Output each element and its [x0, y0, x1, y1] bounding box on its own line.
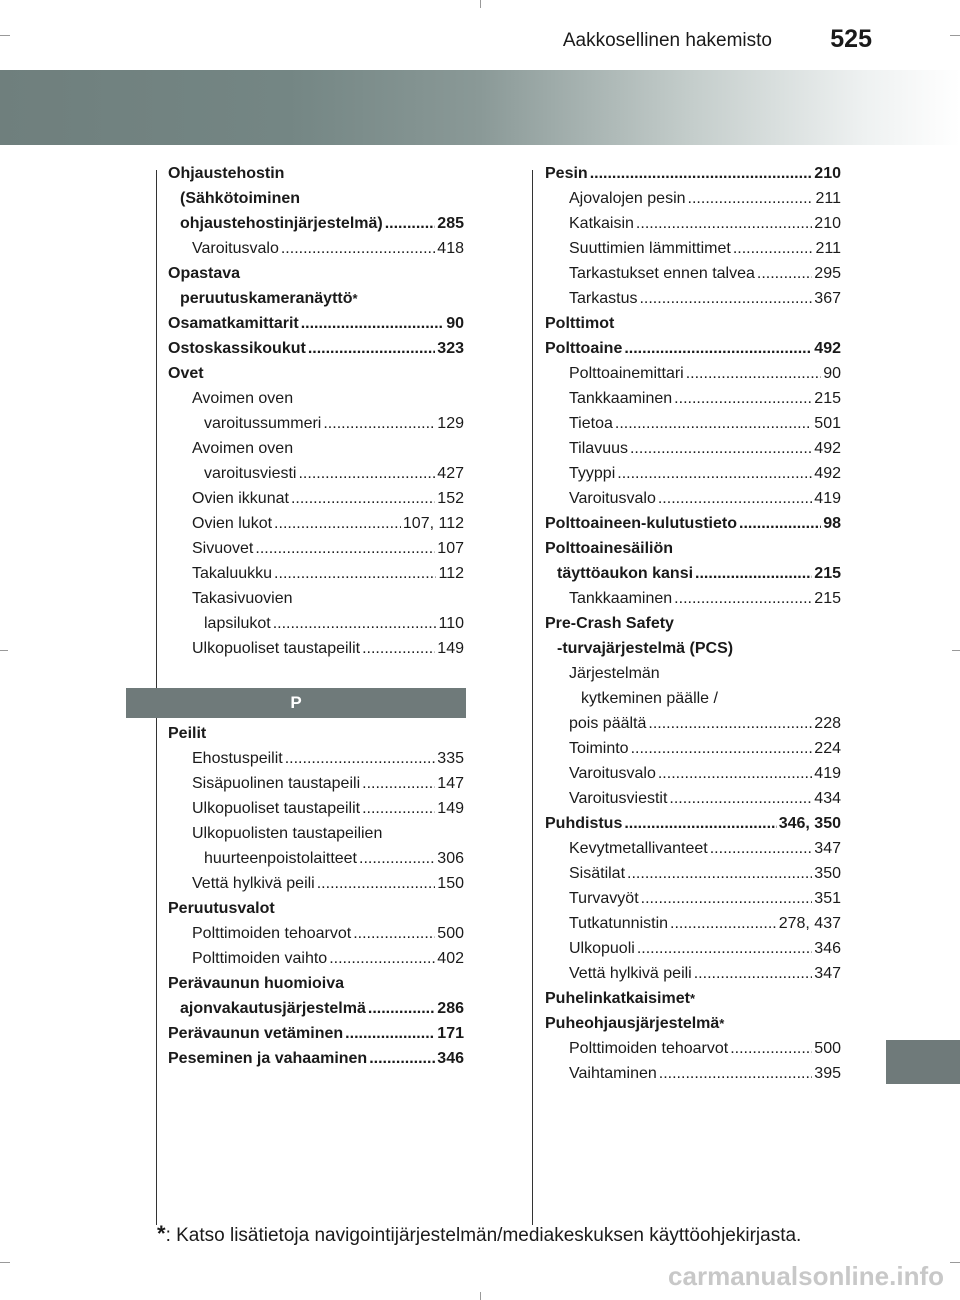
dot-leader — [670, 911, 777, 936]
dot-leader — [285, 746, 436, 771]
entry-term: Peruutusvalot — [168, 900, 275, 917]
entry-page-ref[interactable]: 149 — [437, 640, 464, 657]
index-entry — [545, 361, 841, 386]
entry-term: Tietoa — [569, 415, 613, 432]
index-entry — [545, 211, 841, 236]
entry-term: ajonvakautusjärjestelmä — [180, 1000, 366, 1017]
entry-page-ref[interactable]: 351 — [814, 890, 841, 907]
index-entry — [545, 536, 841, 561]
index-entry — [545, 1061, 841, 1086]
index-entry — [168, 611, 464, 636]
entry-term: Polttoainesäiliön — [545, 540, 674, 557]
index-entry — [168, 361, 464, 386]
crop-mark — [0, 1262, 10, 1263]
entry-page-ref[interactable]: 215 — [814, 565, 841, 582]
entry-term: Peilit — [168, 725, 207, 742]
index-entry — [545, 236, 841, 261]
right-entries — [545, 161, 841, 1086]
index-entry — [168, 511, 464, 536]
entry-term: Polttoaineen-kulutustieto — [545, 515, 737, 532]
index-entry — [168, 821, 464, 846]
entry-term: Polttimoiden tehoarvot — [192, 925, 352, 942]
dot-leader — [658, 761, 812, 786]
index-entry — [545, 1036, 841, 1061]
dot-leader — [369, 1046, 435, 1071]
entry-page-ref[interactable]: 346 — [814, 940, 841, 957]
entry-term: Sisäpuolinen taustapeili — [192, 775, 361, 792]
dot-leader — [362, 771, 435, 796]
index-entry — [168, 771, 464, 796]
entry-page-ref[interactable]: 402 — [437, 950, 464, 967]
crop-mark — [950, 35, 960, 36]
crop-mark — [0, 650, 8, 651]
dot-leader — [590, 161, 813, 186]
entry-term: Pesin — [545, 165, 588, 182]
dot-leader — [739, 511, 821, 536]
dot-leader — [627, 861, 812, 886]
entry-term: ohjaustehostinjärjestelmä) — [180, 215, 383, 232]
index-entry — [545, 561, 841, 586]
dot-leader — [308, 336, 435, 361]
entry-term: Tilavuus — [569, 440, 628, 457]
index-entry — [168, 486, 464, 511]
entry-page-ref[interactable]: 152 — [437, 490, 464, 507]
index-entry — [545, 436, 841, 461]
entry-term: Turvavyöt — [569, 890, 639, 907]
dot-leader — [669, 786, 812, 811]
index-entry — [545, 686, 841, 711]
dot-leader — [659, 1061, 813, 1086]
entry-page-ref[interactable]: 434 — [814, 790, 841, 807]
entry-page-ref[interactable]: 346, 350 — [778, 815, 841, 832]
entry-term: Ulkopuolisten taustapeilien — [192, 825, 383, 842]
entry-term: Tutkatunnistin — [569, 915, 669, 932]
entry-term: täyttöaukon kansi — [557, 565, 694, 582]
index-entry — [545, 411, 841, 436]
entry-term: Tarkastus — [569, 290, 638, 307]
entry-term: Ovien lukot — [192, 515, 273, 532]
entry-page-ref[interactable]: 395 — [814, 1065, 841, 1082]
dot-leader — [695, 561, 812, 586]
index-entry — [168, 461, 464, 486]
crop-mark — [952, 650, 960, 651]
dot-leader — [688, 186, 814, 211]
entry-page-ref[interactable]: 215 — [814, 590, 841, 607]
entry-page-ref[interactable]: 210 — [814, 215, 841, 232]
entry-term: Varoitusvalo — [192, 240, 279, 257]
index-entry — [168, 286, 464, 311]
entry-term: Puhelinkatkaisimet — [545, 990, 690, 1007]
index-entry — [168, 896, 464, 921]
index-entry — [545, 961, 841, 986]
right-column — [545, 161, 841, 1086]
entry-term: Järjestelmän — [569, 665, 660, 682]
dot-leader — [353, 921, 435, 946]
dot-leader — [362, 636, 435, 661]
index-entry — [545, 611, 841, 636]
entry-term: Opastava — [168, 265, 241, 282]
entry-page-ref[interactable]: 147 — [437, 775, 464, 792]
entry-term: Tankkaaminen — [569, 390, 673, 407]
dot-leader — [362, 796, 435, 821]
entry-term: Ulkopuoliset taustapeilit — [192, 800, 361, 817]
entry-page-ref[interactable]: 367 — [814, 290, 841, 307]
entry-term: Tankkaaminen — [569, 590, 673, 607]
index-entry — [545, 186, 841, 211]
page-number: 525 — [830, 25, 872, 53]
entry-term: Ostoskassikoukut — [168, 340, 306, 357]
entry-term: Tyyppi — [569, 465, 616, 482]
entry-page-ref[interactable]: 107, 112 — [402, 515, 464, 532]
dot-leader — [385, 211, 436, 236]
index-entry — [545, 286, 841, 311]
entry-term: Perävaunun vetäminen — [168, 1025, 344, 1042]
index-entry — [545, 511, 841, 536]
index-entry — [168, 796, 464, 821]
index-entry — [168, 186, 464, 211]
entry-page-ref[interactable]: 211 — [815, 240, 841, 257]
dot-leader — [281, 236, 435, 261]
entry-term: Ovien ikkunat — [192, 490, 289, 507]
entry-term: varoitussummeri — [204, 415, 322, 432]
entry-page-ref[interactable]: 110 — [438, 615, 464, 632]
index-entry — [168, 411, 464, 436]
index-entry — [545, 886, 841, 911]
entry-page-ref[interactable]: 347 — [814, 840, 841, 857]
dot-leader — [674, 386, 812, 411]
entry-page-ref[interactable]: 350 — [814, 865, 841, 882]
entry-term: Varoitusviestit — [569, 790, 668, 807]
index-entry — [545, 786, 841, 811]
index-entry — [168, 211, 464, 236]
index-entry — [168, 746, 464, 771]
entry-page-ref[interactable]: 98 — [823, 515, 841, 532]
entry-page-ref[interactable]: 285 — [437, 215, 464, 232]
section-p-entries — [168, 721, 464, 1071]
entry-term: lapsilukot — [204, 615, 271, 632]
entry-term: Ulkopuoli — [569, 940, 635, 957]
index-entry — [545, 911, 841, 936]
entry-page-ref[interactable]: 224 — [814, 740, 841, 757]
entry-page-ref[interactable]: 107 — [437, 540, 464, 557]
dot-leader — [641, 886, 813, 911]
entry-term: Toiminto — [569, 740, 629, 757]
header-banner — [0, 70, 960, 145]
index-entry — [545, 711, 841, 736]
index-entry — [168, 536, 464, 561]
index-entry — [168, 436, 464, 461]
dot-leader — [757, 261, 812, 286]
dot-leader — [617, 461, 812, 486]
index-entry — [168, 636, 464, 661]
entry-term: Ehostuspeilit — [192, 750, 283, 767]
entry-page-ref[interactable]: 211 — [815, 190, 841, 207]
dot-leader — [694, 961, 813, 986]
entry-term: Vaihtaminen — [569, 1065, 657, 1082]
entry-term: Vettä hylkivä peili — [569, 965, 692, 982]
entry-page-ref[interactable]: 492 — [814, 440, 841, 457]
entry-term: kytkeminen päälle / — [581, 690, 718, 707]
index-entry — [168, 721, 464, 746]
entry-term: Tarkastukset ennen talvea — [569, 265, 755, 282]
entry-page-ref[interactable]: 500 — [814, 1040, 841, 1057]
index-entry — [545, 261, 841, 286]
entry-page-ref[interactable]: 335 — [437, 750, 464, 767]
index-entry — [168, 161, 464, 186]
entry-page-ref[interactable]: 418 — [437, 240, 464, 257]
entry-term: varoitusviesti — [204, 465, 297, 482]
chapter-tab[interactable] — [886, 1040, 960, 1084]
entry-term: Avoimen oven — [192, 390, 294, 407]
index-entry — [168, 586, 464, 611]
dot-leader — [674, 586, 812, 611]
entry-term: Katkaisin — [569, 215, 634, 232]
entry-page-ref[interactable]: 210 — [814, 165, 841, 182]
dot-leader — [368, 996, 435, 1021]
entry-page-ref[interactable]: 501 — [814, 415, 841, 432]
dot-leader — [639, 286, 812, 311]
entry-page-ref[interactable]: 150 — [437, 875, 464, 892]
dot-leader — [274, 511, 401, 536]
dot-leader — [273, 611, 437, 636]
left-entries — [168, 161, 464, 661]
index-entry — [545, 486, 841, 511]
entry-page-ref[interactable]: 278, 437 — [778, 915, 841, 932]
index-entry — [545, 461, 841, 486]
index-entry — [168, 336, 464, 361]
index-entry — [168, 561, 464, 586]
footnote — [157, 1221, 801, 1247]
footnote-text: : Katso lisätietoja navigointijärjestelmän/mediakeskuksen käyttöohjekirjasta. — [165, 1225, 802, 1246]
index-entry — [545, 936, 841, 961]
dot-leader — [298, 461, 435, 486]
index-entry — [168, 1046, 464, 1071]
index-entry — [545, 336, 841, 361]
entry-term: Sisätilat — [569, 865, 626, 882]
dot-leader — [323, 411, 435, 436]
entry-term: Varoitusvalo — [569, 765, 656, 782]
column-divider-middle — [532, 170, 533, 1225]
entry-term: Puhdistus — [545, 815, 623, 832]
entry-page-ref[interactable]: 295 — [814, 265, 841, 282]
entry-page-ref[interactable]: 492 — [814, 340, 841, 357]
entry-term: Varoitusvalo — [569, 490, 656, 507]
index-entry — [545, 986, 841, 1011]
entry-term: huurteenpoistolaitteet — [204, 850, 357, 867]
entry-term: Peseminen ja vahaaminen — [168, 1050, 368, 1067]
entry-page-ref[interactable]: 129 — [437, 415, 464, 432]
entry-term: pois päältä — [569, 715, 647, 732]
index-entry — [168, 386, 464, 411]
entry-page-ref[interactable]: 286 — [437, 1000, 464, 1017]
entry-term: Kevytmetallivanteet — [569, 840, 708, 857]
index-entry — [168, 996, 464, 1021]
dot-leader — [624, 336, 812, 361]
entry-page-ref[interactable]: 492 — [814, 465, 841, 482]
dot-leader — [317, 871, 436, 896]
index-entry — [545, 661, 841, 686]
entry-term: (Sähkötoiminen — [180, 190, 301, 207]
index-entry — [168, 846, 464, 871]
index-entry — [545, 861, 841, 886]
dot-leader — [329, 946, 435, 971]
entry-term: peruutuskameranäyttö — [180, 290, 353, 307]
crop-mark — [480, 1292, 481, 1300]
dot-leader — [658, 486, 812, 511]
entry-page-ref[interactable]: 171 — [437, 1025, 464, 1042]
footnote-asterisk: * — [352, 291, 358, 306]
index-entry — [545, 386, 841, 411]
crop-mark — [480, 0, 481, 8]
footnote-asterisk: * — [719, 1016, 725, 1031]
entry-term: Sivuovet — [192, 540, 254, 557]
entry-page-ref[interactable]: 427 — [437, 465, 464, 482]
entry-term: Polttimot — [545, 315, 615, 332]
entry-term: Takaluukku — [192, 565, 273, 582]
entry-term: Polttimoiden vaihto — [192, 950, 328, 967]
dot-leader — [359, 846, 435, 871]
index-entry — [545, 311, 841, 336]
entry-term: Perävaunun huomioiva — [168, 975, 345, 992]
entry-term: Polttoaine — [545, 340, 623, 357]
dot-leader — [637, 936, 812, 961]
entry-page-ref[interactable]: 149 — [437, 800, 464, 817]
index-entry — [168, 946, 464, 971]
crop-mark — [0, 35, 10, 36]
index-entry — [168, 236, 464, 261]
index-entry — [545, 586, 841, 611]
entry-page-ref[interactable]: 323 — [437, 340, 464, 357]
index-entry — [545, 636, 841, 661]
entry-term: Ovet — [168, 365, 204, 382]
dot-leader — [345, 1021, 435, 1046]
entry-term: Osamatkamittarit — [168, 315, 299, 332]
entry-term: Takasivuovien — [192, 590, 293, 607]
index-entry — [168, 921, 464, 946]
entry-page-ref[interactable]: 347 — [814, 965, 841, 982]
footnote-asterisk: * — [689, 991, 696, 1006]
entry-term: Ajovalojen pesin — [569, 190, 686, 207]
entry-term: Polttimoiden tehoarvot — [569, 1040, 729, 1057]
entry-term: Puheohjausjärjestelmä — [545, 1015, 720, 1032]
index-entry — [168, 971, 464, 996]
entry-term: Ulkopuoliset taustapeilit — [192, 640, 361, 657]
index-entry — [545, 836, 841, 861]
entry-page-ref[interactable]: 500 — [437, 925, 464, 942]
dot-leader — [291, 486, 435, 511]
entry-page-ref[interactable]: 346 — [437, 1050, 464, 1067]
entry-term: Avoimen oven — [192, 440, 294, 457]
left-column — [168, 161, 464, 1071]
dot-leader — [733, 236, 814, 261]
index-entry — [168, 1021, 464, 1046]
index-entry — [545, 761, 841, 786]
dot-leader — [255, 536, 435, 561]
entry-page-ref[interactable]: 90 — [446, 315, 464, 332]
footnote-marker: * — [157, 1221, 166, 1246]
entry-page-ref[interactable]: 112 — [438, 565, 464, 582]
dot-leader — [730, 1036, 812, 1061]
header-title: Aakkosellinen hakemisto — [562, 30, 772, 51]
crop-mark — [950, 1262, 960, 1263]
index-entry — [545, 161, 841, 186]
entry-term: Suuttimien lämmittimet — [569, 240, 731, 257]
index-entry — [545, 811, 841, 836]
dot-leader — [636, 211, 812, 236]
entry-page-ref[interactable]: 419 — [814, 765, 841, 782]
index-entry — [545, 1011, 841, 1036]
entry-term: Vettä hylkivä peili — [192, 875, 315, 892]
index-entry — [168, 261, 464, 286]
entry-term: Pre-Crash Safety — [545, 615, 674, 632]
dot-leader — [274, 561, 436, 586]
index-entry — [168, 871, 464, 896]
entry-page-ref[interactable]: 215 — [814, 390, 841, 407]
dot-leader — [301, 311, 444, 336]
index-entry — [168, 311, 464, 336]
entry-page-ref[interactable]: 90 — [823, 365, 841, 382]
dot-leader — [630, 436, 812, 461]
dot-leader — [686, 361, 821, 386]
dot-leader — [624, 811, 776, 836]
index-entry — [545, 736, 841, 761]
entry-term: -turvajärjestelmä (PCS) — [557, 640, 734, 657]
entry-page-ref[interactable]: 419 — [814, 490, 841, 507]
entry-term: Ohjaustehostin — [168, 165, 285, 182]
dot-leader — [631, 736, 813, 761]
dot-leader — [710, 836, 813, 861]
dot-leader — [648, 711, 812, 736]
section-header-p: P — [126, 688, 466, 718]
dot-leader — [615, 411, 812, 436]
entry-page-ref[interactable]: 306 — [437, 850, 464, 867]
entry-term: Polttoainemittari — [569, 365, 684, 382]
entry-page-ref[interactable]: 228 — [814, 715, 841, 732]
watermark: carmanualsonline.info — [668, 1261, 944, 1291]
